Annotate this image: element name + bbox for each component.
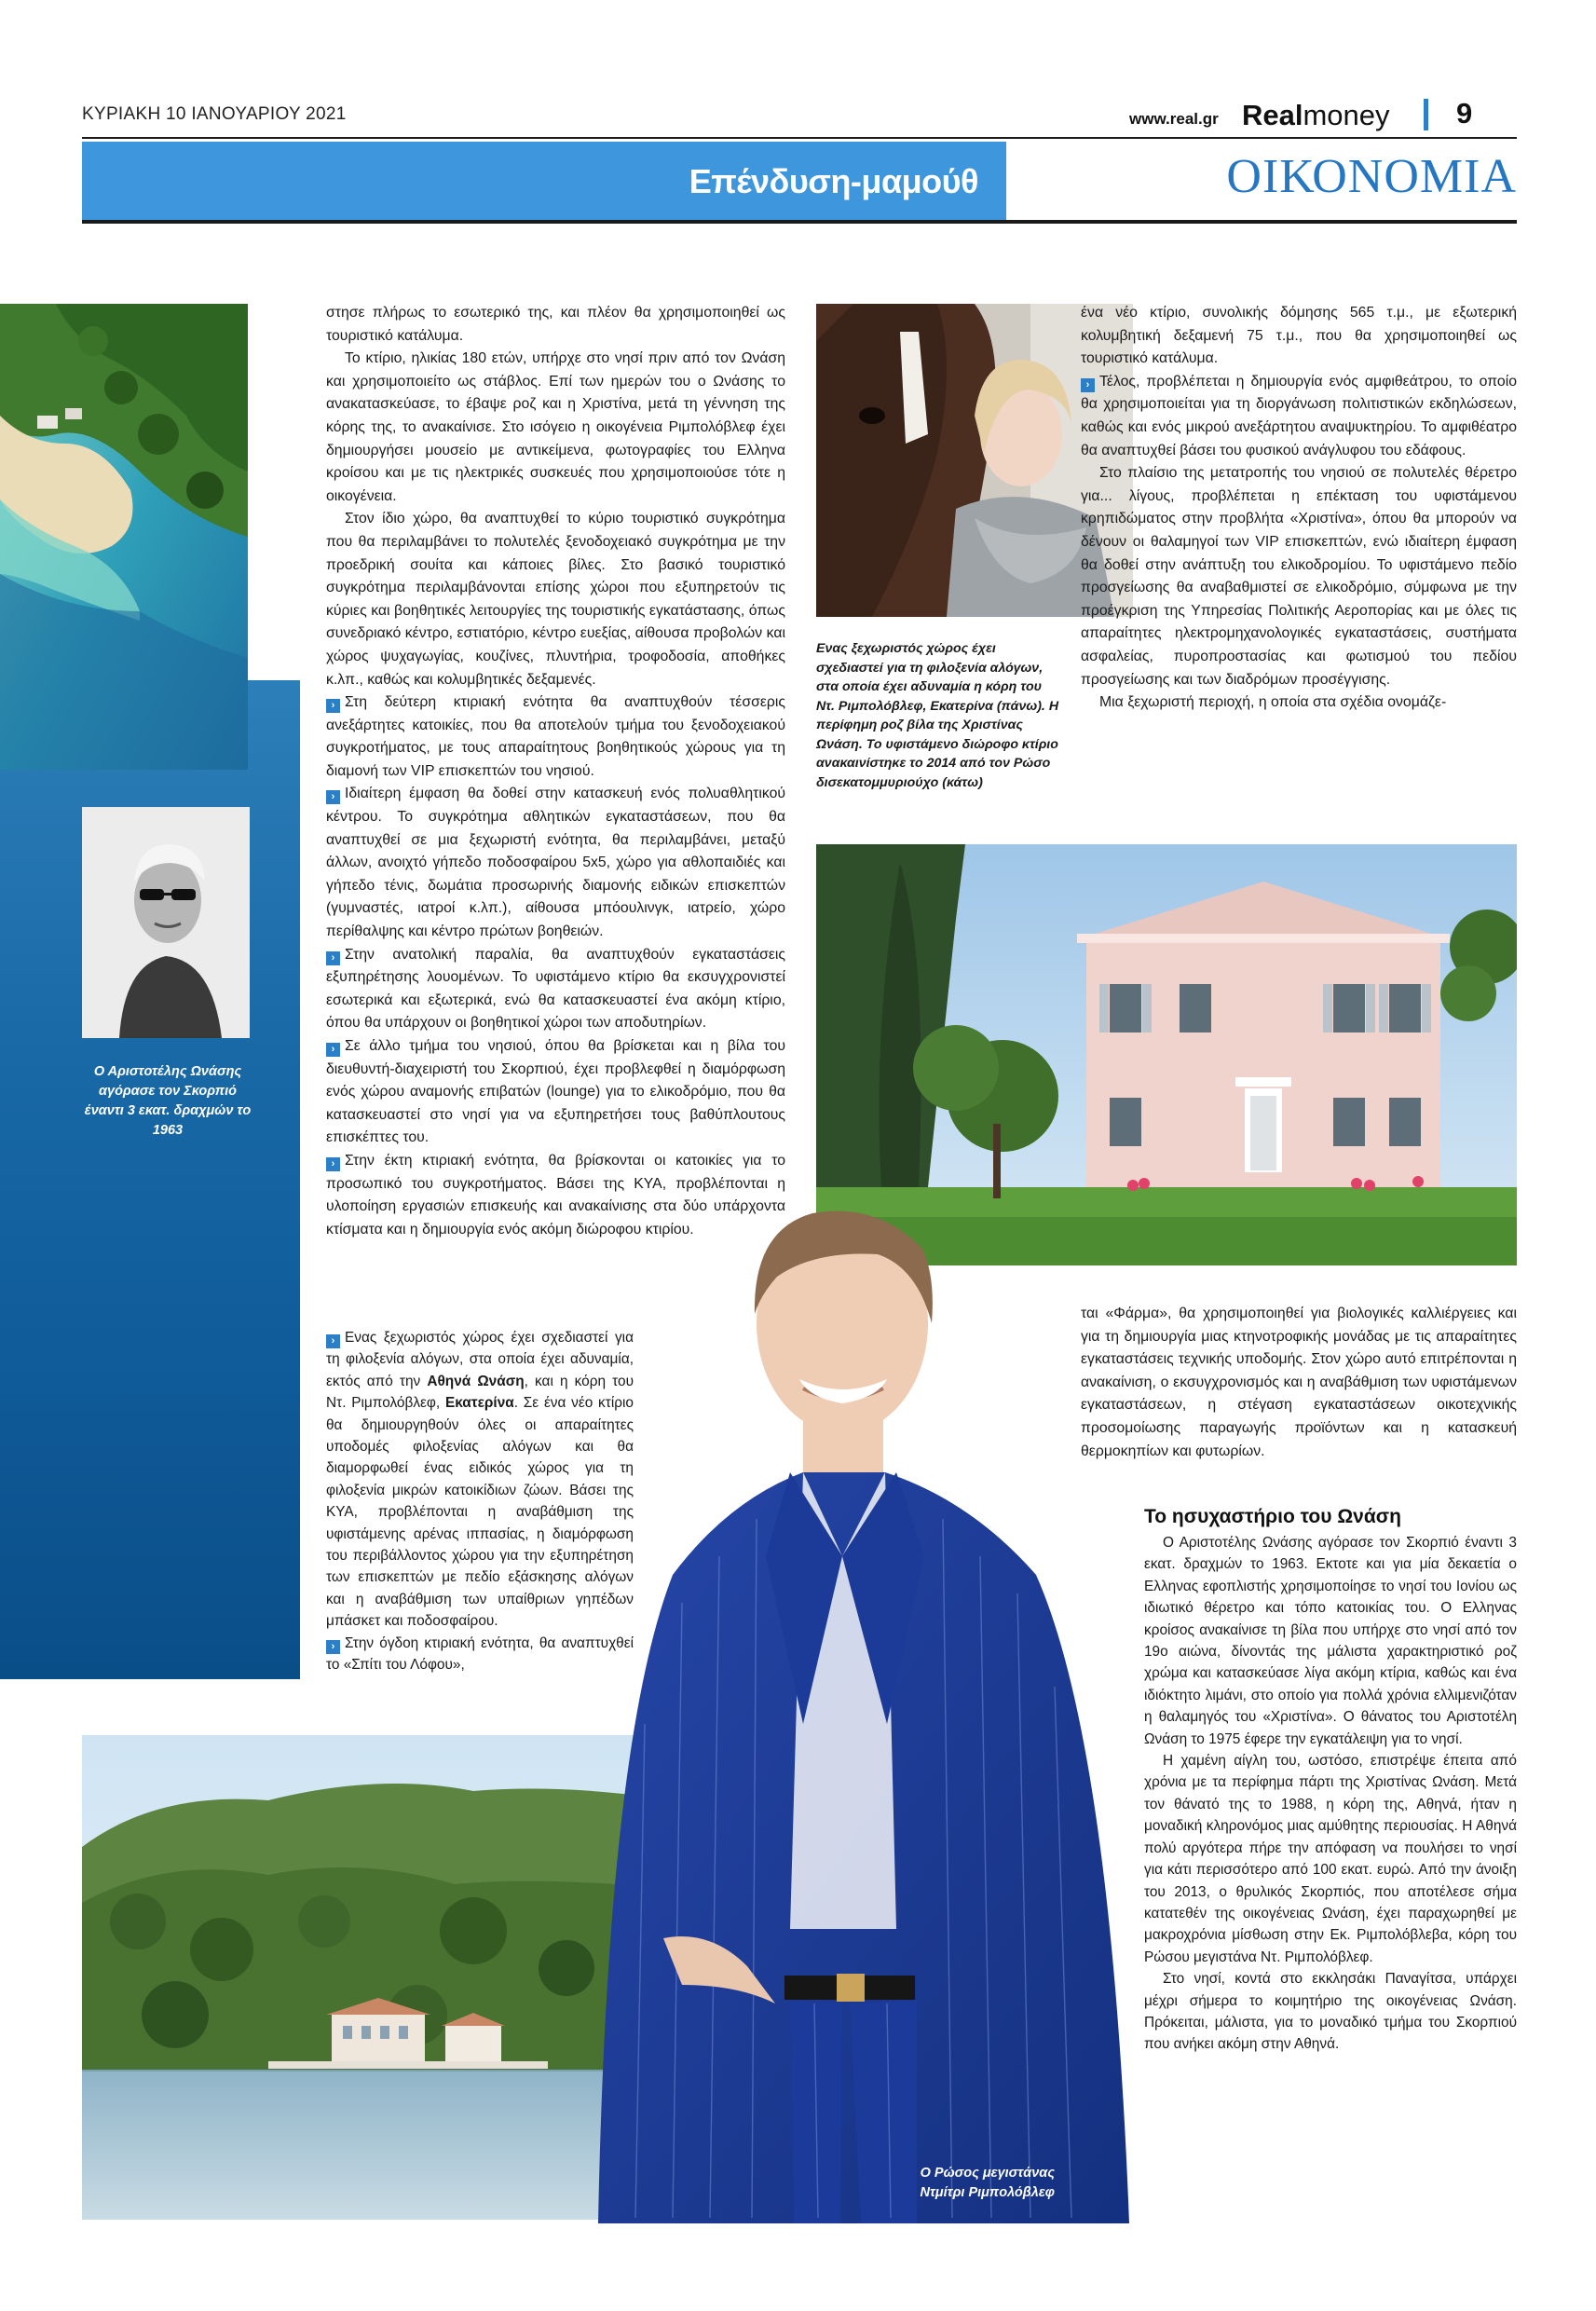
header-divider xyxy=(1424,99,1428,130)
kicker-bar xyxy=(82,142,1006,220)
rybolovlev-caption: Ο Ρώσος μεγιστάνας Ντμίτρι Ριμπολόβλεφ xyxy=(920,2166,1055,2200)
bullet-arrow-icon: › xyxy=(326,790,340,804)
onassis-photo xyxy=(82,807,250,1038)
page-header xyxy=(82,97,1517,140)
bullet-text: . Σε ένα νέο κτίριο θα δημιουργηθούν όλες οι απαραίτητες υποδομές φιλοξενίας αλόγων και θα διαμορφωθεί ένας ειδικός χώρος για τη φιλοξενία μικρών κατοικίδιων ζώων. Βάσει της ΚΥΑ, προβλέπονται η αναβάθμιση της υφιστάμενης αρένας ιππασίας, η διαμόρφωση του περιβάλλοντος χώρου για την εξυπηρέτηση των επισκεπτών με πεδίο εξάσκησης αλόγων και η αναβάθμιση των υπαίθριων γηπέδων μπάσκετ και ποδοσφαίρου. xyxy=(326,1395,634,1630)
article-bullet-paragraph xyxy=(326,1150,785,1241)
header-bottom-rule xyxy=(82,220,1517,224)
issue-date: ΚΥΡΙΑΚΗ 10 ΙΑΝΟΥΑΡΙΟΥ 2021 xyxy=(82,104,347,124)
article-bullet-paragraph xyxy=(326,944,785,1035)
aerial-beach-photo xyxy=(0,304,248,770)
article-paragraph: Μια ξεχωριστή περιοχή, η οποία στα σχέδια ονομάζε- xyxy=(1099,694,1447,711)
article-paragraph: ένα νέο κτίριο, συνολικής δόμησης 565 τ.μ., με εξωτερική κολυμβητική δεξαμενή 75 τ.μ., που θα χρησιμοποιηθεί ως τουριστικό κατάλυμα. xyxy=(1081,305,1517,367)
site-url: www.real.gr xyxy=(1129,110,1219,128)
article-bullet-paragraph xyxy=(326,691,785,783)
bullet-text: Ιδιαίτερη έμφαση θα δοθεί στην κατασκευή ενός πολυαθλητικού κέντρου. Το συγκρότημα αθλητικών εγκαταστάσεων, που θα αναπτυχθεί σε μια ξεχωριστή ενότητα, θα περιλαμβάνει, μεταξύ άλλων, ανοιχτό γήπεδο ποδοσφαίρου 5x5, χώρο για αθλοπαιδιές και γήπεδο τένις, δωμάτια προσωρινής διαμονής ειδικών επισκεπτών (γυμναστές, ιατροί κ.λπ.), αίθουσα μπόουλινγκ, ιατρείο, χώρο περίθαλψης και κέντρο πρώτων βοηθειών. xyxy=(326,786,785,940)
bullet-text: , και η κόρη του Ντ. Ριμπολόβλεφ, xyxy=(326,1373,634,1412)
header-top-rule xyxy=(82,137,1517,139)
brand-money: money xyxy=(1303,99,1390,131)
bullet-text: Σε άλλο τμήμα του νησιού, όπου θα βρίσκεται και η βίλα του διευθυντή-διαχειριστή του Σκορπιού, έχει προβλεφθεί η διαμόρφωση ενός χώρου αναμονής επιβατών (lounge) για το ελικοδρόμιο, που θα κατασκευαστεί στο νησί για να εξυπηρετήσει τους βαθύπλουτους επισκέπτες του. xyxy=(326,1038,785,1146)
bullet-text: Στην όγδοη κτιριακή ενότητα, θα αναπτυχθεί το «Σπίτι του Λόφου», xyxy=(326,1634,634,1674)
article-paragraph: Στο πλαίσιο της μετατροπής του νησιού σε πολυτελές θέρετρο για... λίγους, προβλέπεται η επέκταση του υφιστάμενου κρηπιδώματος στην προβλήτα «Χριστίνα», όπου θα μπορούν να δένουν οι θαλαμηγοί των VIP επισκεπτών, ενώ ιδιαίτερη έμφαση θα δοθεί στην ανάπτυξη του ελικοδρομίου. Το υφιστάμενο πεδίο προσγείωσης θα αναβαθμιστεί σε ελικοδρόμιο, σύμφωνα με την προέγκριση της Υπηρεσίας Πολιτικής Αεροπορίας και με όλες τις απαραίτητες ηλεκτρομηχανολογικές εγκαταστάσεις, συστήματα ασφαλείας, πυροπροστασίας και φωτισμού του πεδίου προσγείωσης και των διαδρόμων προσέγγισης. xyxy=(1081,465,1517,688)
bullet-text: Στη δεύτερη κτιριακή ενότητα θα αναπτυχθούν τέσσερις ανεξάρτητες κατοικίες, που θα αποτελούν τμήμα του ξενοδοχειακού συγκροτήματος, με τους απαραίτητους βοηθητικούς χώρους για τη διαμονή των VIP επισκεπτών του νησιού. xyxy=(326,694,785,779)
bullet-text: Ενας ξεχωριστός χώρος έχει σχεδιαστεί για τη φιλοξενία αλόγων, στα οποία έχει αδυναμία, εκτός από την xyxy=(326,1330,634,1389)
bullet-arrow-icon: › xyxy=(326,1334,340,1348)
kicker-title: Επένδυση-μαμούθ xyxy=(689,162,978,200)
sidebar-paragraph: Στο νησί, κοντά στο εκκλησάκι Παναγίτσα, υπάρχει μέχρι σήμερα το κοιμητήριο της οικογένειας Ωνάση. Πρόκειται, μάλιστα, για το μοναδικό τμήμα του Σκορπιού που ανήκει ακόμη στην Αθηνά. xyxy=(1144,1971,1517,2053)
brand-real: Real xyxy=(1242,99,1303,131)
article-column-middle xyxy=(326,302,785,1241)
page-number: 9 xyxy=(1456,97,1473,130)
article-bullet-paragraph xyxy=(1081,371,1517,462)
article-paragraph: στησε πλήρως το εσωτερικό της, και πλέον θα χρησιμοποιηθεί ως τουριστικό κατάλυμα. xyxy=(326,305,785,344)
brand-logo xyxy=(1242,99,1390,132)
onassis-caption: Ο Αριστοτέλης Ωνάσης αγόρασε τον Σκορπιό έναντι 3 εκατ. δραχμών το 1963 xyxy=(84,1064,252,1138)
section-title: ΟΙΚΟΝΟΜΙΑ xyxy=(1226,150,1517,203)
article-bullet-paragraph xyxy=(326,1633,634,1676)
bullet-arrow-icon: › xyxy=(1081,378,1095,392)
article-paragraph: Στον ίδιο χώρο, θα αναπτυχθεί το κύριο τουριστικό συγκρότημα που θα περιλαμβάνει το πολυτελές ξενοδοχειακό συγκρότημα με την προεδρική σουίτα και κάποιες βίλες. Στο βασικό τουριστικό συγκρότημα περιλαμβάνονται επίσης χώροι που εξυπηρετούν τις κύριες και βοηθητικές λειτουργίες της τουριστικής εγκατάστασης, όπως συνεδριακό κέντρο, εστιατόριο, κέντρο ευεξίας, αίθουσα προβολών και χώρος ψυχαγωγίας, κουζίνες, πλυντήρια, τροφοδοσία, αποθήκες κ.λπ., καθώς και κολυμβητικές δεξαμενές. xyxy=(326,511,785,688)
sidebar-heading: Το ησυχαστήριο του Ωνάση xyxy=(1144,1506,1401,1527)
bullet-arrow-icon: › xyxy=(326,951,340,965)
article-column-right-top xyxy=(1081,302,1517,715)
ekaterina-caption: Ενας ξεχωριστός χώρος έχει σχεδιαστεί για τη φιλοξενία αλόγων, στα οποία έχει αδυναμία η κόρη του Ντ. Ριμπολόβλεφ, Εκατερίνα (πάνω). Η περίφημη ροζ βίλα της Χριστίνας Ωνάση. Το υφιστάμενο διώροφο κτίριο ανακαινίστηκε το 2014 από τον Ρώσο δισεκατομμυριούχο (κάτω) xyxy=(816,641,1059,790)
sidebar-paragraph: Η χαμένη αίγλη του, ωστόσο, επιστρέψε έπειτα από χρόνια με τα περίφημα πάρτι της Χριστίνας Ωνάση. Μετά τον θάνατό της το 1988, η κόρη της, Αθηνά, ήταν η μοναδική κληρονόμος μιας αμύθητης περιουσίας. Η Αθηνά πολύ αργότερα πήρε την απόφαση να πουλήσει το νησί για κάτι περισσότερο από 100 εκατ. ευρώ. Από την άνοιξη του 2013, ο θρυλικός Σκορπιός, που αποτέλεσε σήμα κατατεθέν της οικογένειας Ωνάση, έχει παραχωρηθεί με μακροχρόνια μίσθωση στην Εκ. Ριμπολόβλεβα, κόρη του Ρώσου μεγιστάνα Ντ. Ριμπολόβλεφ. xyxy=(1144,1753,1517,1965)
bullet-text: Στην ανατολική παραλία, θα αναπτυχθούν εγκαταστάσεις εξυπηρέτησης λουομένων. Το υφιστάμενο κτίριο θα εκσυγχρονιστεί εσωτερικά και εξωτερικά, ενώ θα κατασκευαστεί ένα ακόμη κτίριο, όπου θα υπάρχουν οι βοηθητικοί χώροι των αποδυτηρίων. xyxy=(326,946,785,1032)
article-column-right-mid xyxy=(1081,1303,1517,1463)
article-column-middle-wrap xyxy=(326,1327,634,1676)
article-paragraph: ται «Φάρμα», θα χρησιμοποιηθεί για βιολογικές καλλιέργειες και για τη δημιουργία μιας κτηνοτροφικής μονάδας με τις απαραίτητες εγκαταστάσεις τεχνικής υποδομής. Στον χώρο αυτό επιτρέπονται η ανακαίνιση, ο εκσυγχρονισμός και η αναβάθμιση των υφιστάμενων εγκαταστάσεων, η στέγαση εγκαταστάσεων οικοτεχνικής προσομοίωσης παραγωγής προϊόντων και η κατασκευή θερμοκηπίων και φυτωρίων. xyxy=(1081,1306,1517,1459)
bullet-text: Τέλος, προβλέπεται η δημιουργία ενός αμφιθεάτρου, το οποίο θα χρησιμοποιείται για τη διοργάνωση πολιτιστικών εκδηλώσεων, καθώς και ενός μικρού ανεξάρτητου αναψυκτηρίου. Το αμφιθέατρο θα αναπτυχθεί βάσει του φυσικού ανάγλυφου του εδάφους. xyxy=(1081,373,1517,458)
bold-name: Αθηνά Ωνάση xyxy=(427,1373,525,1389)
article-bullet-paragraph xyxy=(326,783,785,943)
bold-name: Εκατερίνα xyxy=(444,1395,514,1412)
bullet-text: Στην έκτη κτιριακή ενότητα, θα βρίσκονται οι κατοικίες για το προσωπικό του συγκροτήματος. Βάσει της ΚΥΑ, προβλέπονται η υλοποίηση εργασιών επισκευής και ανακαίνισης στα δύο υπάρχοντα κτίσματα και η δημιουργία ενός ακόμη διώροφου κτιρίου. xyxy=(326,1152,785,1238)
bullet-arrow-icon: › xyxy=(326,1157,340,1171)
article-bullet-paragraph xyxy=(326,1035,785,1150)
article-bullet-paragraph xyxy=(326,1327,634,1633)
bullet-arrow-icon: › xyxy=(326,1640,340,1654)
bullet-arrow-icon: › xyxy=(326,699,340,713)
sidebar-box xyxy=(1144,1506,1517,2056)
sidebar-paragraph: Ο Αριστοτέλης Ωνάσης αγόρασε τον Σκορπιό έναντι 3 εκατ. δραχμών το 1963. Εκτοτε και για μία δεκαετία ο Ελληνας εφοπλιστής χρησιμοποίησε το νησί του Ιονίου ως ιδιωτικό θέρετρο και τόπο κατοικίας του. Ο Ελληνας κροίσος ανακαίνισε τη βίλα που υπήρχε στο νησί από τον 19ο αιώνα, δίνοντάς της μάλιστα χαρακτηριστικό ροζ χρώμα και κατασκεύασε λίγα ακόμη κτίρια, καθώς και ένα ιδιόκτητο λιμάνι, στο οποίο για πολλά χρόνια ελλιμενιζόταν η θαλαμηγός του «Χριστίνα». Ο θάνατος του Αριστοτέλη Ωνάση το 1975 έφερε την εγκατάλειψη για το νησί. xyxy=(1144,1535,1517,1747)
bullet-arrow-icon: › xyxy=(326,1043,340,1057)
article-paragraph: Το κτίριο, ηλικίας 180 ετών, υπήρχε στο νησί πριν από τον Ωνάση και χρησιμοποιείτο ως στάβλος. Επί των ημερών του ο Ωνάσης το ανακατασκεύασε, το έβαψε ροζ και η Χριστίνα, μετά τη γέννηση της κόρης της, το ανακαίνισε. Στο ισόγειο η οικογένεια Ριμπολόβλεφ έχει δημιουργήσει μουσείο με αντικείμενα, φωτογραφίες του Ελληνα κροίσου και με τις ηλεκτρικές συσκευές που χρησιμοποιούσε τότε η οικογένεια. xyxy=(326,350,785,504)
